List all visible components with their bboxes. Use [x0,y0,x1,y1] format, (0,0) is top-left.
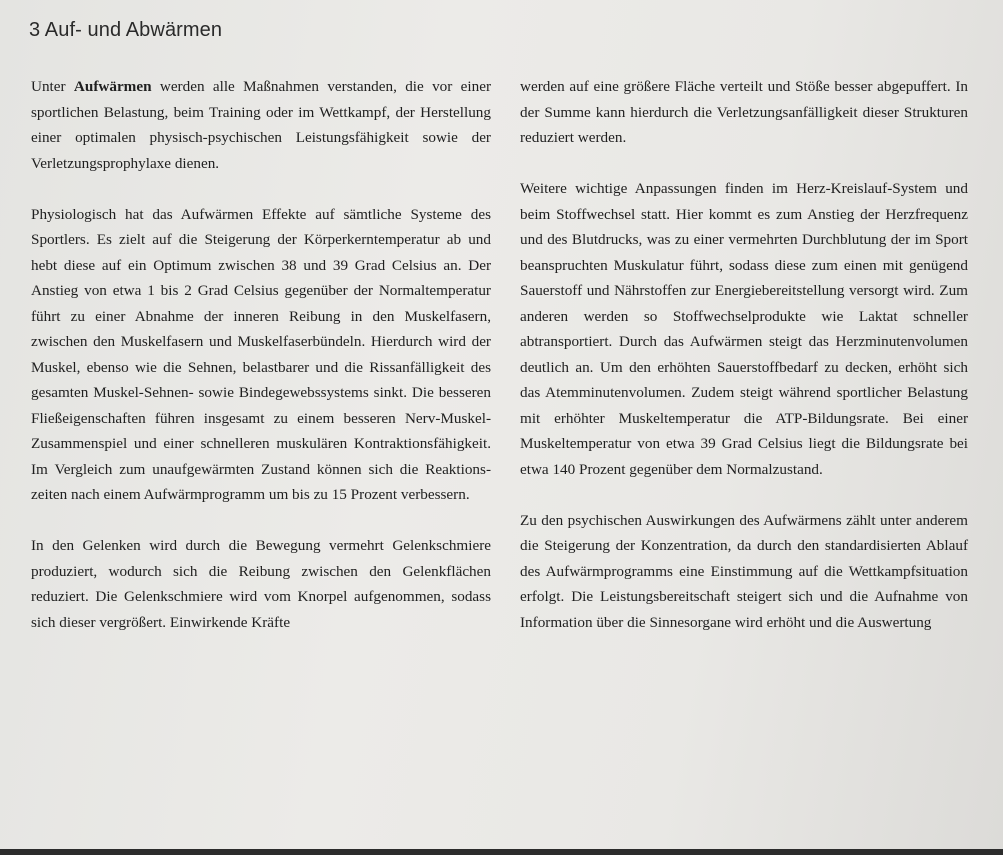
paragraph-joints-continued: werden auf eine größere Fläche verteilt und Stöße besser abgepuffert. In der Summe kann hierdurch die Verletzungsanfälligkeit dieser Strukturen reduziert werden. [520,78,968,146]
left-column [31,74,491,635]
paragraph-definition-intro: Unter [31,78,74,95]
right-column [520,74,968,635]
paragraph-cardiovascular: Weitere wichtige Anpassungen finden im Herz-Kreislauf-System und beim Stoffwechsel statt. Hier kommt es zum Anstieg der Herzfrequenz und des Blutdrucks, was zu einer vermehrten Durchblutung der im Sport beanspruchten Muskulatur führt, sodass diese zum einen mit genügend Sauerstoff und Nährstoffen zur Energiebereitstellung versorgt wird. Zum anderen werden so Stoffwechselprodukte wie Laktat schneller abtransportiert. Durch das Aufwärmen steigt das Herzminutenvolumen deutlich an. Um den erhöhten Sauerstoffbedarf zu decken, erhöht sich das Atemminutenvolumen. Zudem steigt während sportlicher Belastung mit erhöhter Muskeltemperatur die ATP-Bildungsrate. Bei einer Muskeltemperatur von etwa 39 Grad Celsius liegt die Bildungsrate bei etwa 140 Prozent gegenüber dem Normalzustand. [520,180,968,478]
keyword-aufwaermen: Aufwärmen [73,78,152,95]
paragraph-physiology: Physiologisch hat das Aufwärmen Effekte auf sämtliche Systeme des Sportlers. Es zielt auf die Steigerung der Körperkerntemperatur ab und hebt diese auf ein Optimum zwischen 38 und 39 Grad Celsius an. Der Anstieg von etwa 1 bis 2 Grad Celsius gegenüber der Normaltemperatur führt zu einer Abnahme der inneren Reibung in den Muskelfasern, zwischen den Muskelfasern und Muskelfaserbündeln. Hierdurch wird der Muskel, ebenso wie die Sehnen, belastbarer und die Rissanfälligkeit des gesamten Muskel-Sehnen- sowie Bindegewebssystems sinkt. Die besseren Fließeigenschaften führen insgesamt zu einem besseren Nerv-Muskel-Zusammenspiel und einer schnelleren muskulären Kontraktionsfähigkeit. Im Vergleich zum unaufgewärmten Zustand können sich die Reaktionszeiten nach einem Aufwärmprogramm um bis zu 15 Prozent verbessern. [31,205,491,503]
paragraph-joints: In den Gelenken wird durch die Bewegung vermehrt Gelenkschmiere produziert, wodurch sich die Reibung zwischen den Gelenkflächen reduziert. Die Gelenkschmiere wird vom Knorpel aufgenommen, sodass sich dieser vergrößert. Einwirkende Kräfte [31,537,491,631]
section-heading: 3 Auf- und Abwärmen [29,19,223,41]
paragraph-definition-rest: werden alle Maßnahmen verstanden, die vor einer sportlichen Belastung, beim Training oder im Wettkampf, der Herstellung einer optimalen physisch-psychischen Leistungsfähigkeit sowie der Verletzungsprophylaxe dienen. [31,78,491,172]
paragraph-definition [31,74,491,176]
paragraph-psychological: Zu den psychischen Auswirkungen des Aufwärmens zählt unter anderem die Steigerung der Konzentration, da durch den standardisierten Ablauf des Aufwärmprogramms eine Einstimmung auf die Wettkampfsituation erfolgt. Die Leistungsbereitschaft steigert sich und die Aufnahme von Information über die Sinnesorgane wird erhöht und die Auswertung [520,511,968,631]
